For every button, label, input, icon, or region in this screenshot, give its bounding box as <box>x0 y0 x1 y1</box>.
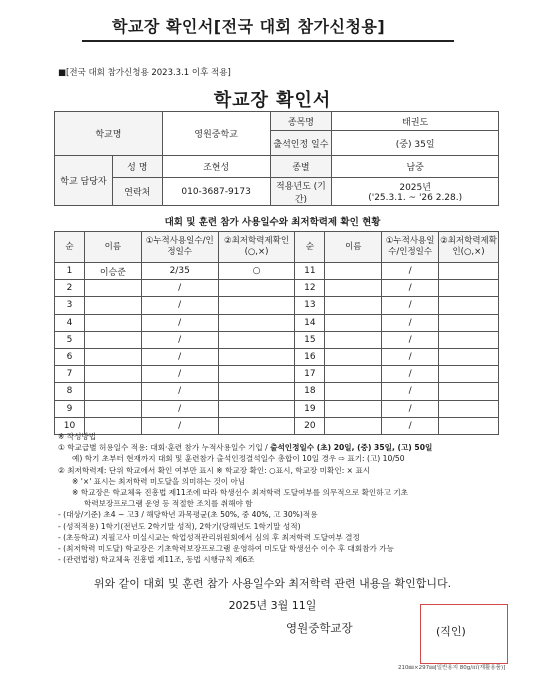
cell-no: 16 <box>295 348 325 365</box>
notes-heading: ※ 작성방법 <box>58 432 97 441</box>
cell-min <box>218 280 295 297</box>
cell-min <box>218 331 295 348</box>
cell-name <box>325 263 382 280</box>
table-row <box>55 348 499 365</box>
info-table <box>54 111 499 206</box>
cell-name <box>325 331 382 348</box>
attend-label: 출석인정 일수 <box>270 131 332 156</box>
cell-min <box>218 348 295 365</box>
header-days: ①누적사용일수/인정일수 <box>141 232 218 263</box>
table-row <box>55 331 499 348</box>
cell-min: ○ <box>218 263 295 280</box>
note-1c: 예) 학기 초부터 현재까지 대회 및 훈련참가 출석인정결석일수 총합이 10일 경우 ⇨ 표기: (고) 10/50 <box>72 454 405 464</box>
name-label: 성 명 <box>112 156 162 178</box>
year-text: 2025년 <box>399 183 431 193</box>
cell-no: 18 <box>295 383 325 400</box>
cell-name <box>84 348 141 365</box>
cell-days: / <box>141 348 218 365</box>
cell-name <box>325 366 382 383</box>
cell-no: 5 <box>55 331 85 348</box>
cell-no: 12 <box>295 280 325 297</box>
cell-no: 15 <box>295 331 325 348</box>
cell-days: / <box>382 348 439 365</box>
contact-value: 010-3687-9173 <box>162 178 270 206</box>
cell-min <box>218 400 295 417</box>
cell-name <box>84 331 141 348</box>
cell-name <box>325 314 382 331</box>
note-1a: ① 학교급별 허용일수 적용: 대회·훈련 참가 누적사용일수 기입 / <box>58 443 271 453</box>
contact-label: 연락처 <box>112 178 162 206</box>
header-name: 이름 <box>84 232 141 263</box>
cell-name: 이승준 <box>84 263 141 280</box>
cell-min <box>218 297 295 314</box>
cell-no: 7 <box>55 366 85 383</box>
cell-days: / <box>382 331 439 348</box>
header-min: ②최저학력제확인(○,×) <box>439 232 499 263</box>
event-value: 태권도 <box>332 112 499 131</box>
table-row <box>55 297 499 314</box>
note-3: ※ '×' 표시는 최저학력 미도달을 의미하는 것이 아님 <box>72 476 246 486</box>
cell-days: / <box>141 366 218 383</box>
paper-spec: 210㎜×297㎜[일반용지 80g/㎡(재활용품)] <box>398 665 506 671</box>
note-4: ※ 학교장은 학교체육 진흥법 제11조에 따라 학생선수 최저학력 도달여부를 의무적으로 확인하고 기초 <box>72 488 408 498</box>
period-text: ('25.3.1. ~ '26 2.28.) <box>368 193 463 203</box>
header-min: ②최저학력제확인(○,×) <box>218 232 295 263</box>
table-row <box>55 280 499 297</box>
cell-no: 9 <box>55 400 85 417</box>
issue-date: 2025년 3월 11일 <box>228 599 317 612</box>
notice-text: ■[전국 대회 참가신청용 2023.3.1 이후 적용] <box>58 68 231 78</box>
cell-min <box>439 383 499 400</box>
cell-days: / <box>141 417 218 434</box>
note-4b: 학력보장프로그램 운영 등 적절한 조치를 취해야 함 <box>84 499 253 509</box>
cell-min <box>218 314 295 331</box>
cell-min <box>439 331 499 348</box>
cell-min <box>218 366 295 383</box>
year-value <box>332 178 499 206</box>
section-title: 대회 및 훈련 참가 사용일수와 최저학력제 확인 현황 <box>164 217 381 228</box>
cell-days: / <box>141 383 218 400</box>
cell-min <box>439 297 499 314</box>
cell-days: / <box>141 400 218 417</box>
cell-days: / <box>141 297 218 314</box>
cell-days: / <box>382 297 439 314</box>
cell-no: 20 <box>295 417 325 434</box>
note-9: - (관련법령) 학교체육 진흥법 제11조, 동법 시행규칙 제6조 <box>58 555 255 565</box>
cell-days: 2/35 <box>141 263 218 280</box>
year-label: 적용년도 (기간) <box>270 178 332 206</box>
cell-name <box>325 400 382 417</box>
cell-days: / <box>382 400 439 417</box>
header-title: 학교장 확인서[전국 대회 참가신청용] <box>112 17 386 36</box>
event-label: 종목명 <box>270 112 332 131</box>
cell-no: 2 <box>55 280 85 297</box>
note-1b: 출석인정일수 (초) 20일, (중) 35일, (고) 50일 <box>270 443 433 453</box>
note-5: - (대상/기준) 초4 ~ 고3 / 해당학년 과목평균(초 50%, 중 40%, 고 30%)적용 <box>58 510 318 520</box>
header-no: 순 <box>55 232 85 263</box>
table-row <box>55 400 499 417</box>
grid-body <box>55 263 499 435</box>
cell-min <box>218 383 295 400</box>
header-no: 순 <box>295 232 325 263</box>
cell-name <box>325 280 382 297</box>
cell-name <box>325 383 382 400</box>
cell-days: / <box>141 331 218 348</box>
confirmation-text: 위와 같이 대회 및 훈련 참가 사용일수와 최저학력 관련 내용을 확인합니다. <box>93 577 452 590</box>
cell-min <box>439 314 499 331</box>
table-row <box>55 366 499 383</box>
cell-name <box>84 383 141 400</box>
note-6: - (성적적용) 1학기(전년도 2학기말 성적), 2학기(당해년도 1학기말 성적) <box>58 521 301 531</box>
cell-days: / <box>382 383 439 400</box>
cell-no: 13 <box>295 297 325 314</box>
document-title: 학교장 확인서 <box>213 90 332 111</box>
note-2: ② 최저학력제: 단위 학교에서 확인 여부만 표시 ※ 학교장 확인: ○표시, 학교장 미확인: × 표시 <box>58 465 371 475</box>
cell-name <box>325 297 382 314</box>
header-name: 이름 <box>325 232 382 263</box>
cell-no: 8 <box>55 383 85 400</box>
cell-no: 3 <box>55 297 85 314</box>
status-grid <box>54 231 499 435</box>
cell-name <box>84 297 141 314</box>
header-rule <box>82 40 454 42</box>
cell-days: / <box>382 417 439 434</box>
cell-no: 1 <box>55 263 85 280</box>
cell-no: 10 <box>55 417 85 434</box>
table-row <box>55 263 499 280</box>
school-name: 영원중학교 <box>162 112 270 156</box>
cell-name <box>84 366 141 383</box>
cell-min <box>439 400 499 417</box>
cell-no: 11 <box>295 263 325 280</box>
cell-min <box>439 280 499 297</box>
cell-no: 6 <box>55 348 85 365</box>
note-1 <box>58 442 520 453</box>
cell-name <box>84 400 141 417</box>
notes-block <box>58 431 520 565</box>
cell-min <box>439 263 499 280</box>
sport-value: 남중 <box>332 156 499 178</box>
note-7: - (초등학교) 지필고사 미실시교는 학업성적관리위원회에서 심의 후 최저학력 도달여부 결정 <box>58 532 360 542</box>
sport-label: 종별 <box>270 156 332 178</box>
principal-name: 영원중학교장 <box>286 621 353 635</box>
cell-days: / <box>141 280 218 297</box>
cell-min <box>439 348 499 365</box>
seal-text: (직인) <box>436 625 466 638</box>
cell-days: / <box>382 280 439 297</box>
name-value: 조현성 <box>162 156 270 178</box>
cell-no: 19 <box>295 400 325 417</box>
cell-name <box>84 280 141 297</box>
cell-days: / <box>382 366 439 383</box>
table-row <box>55 314 499 331</box>
note-8: - (최저학력 미도달) 학교장은 기초학력보장프로그램 운영하여 미도달 학생선수 이수 후 대회참가 가능 <box>58 544 394 554</box>
cell-min <box>439 366 499 383</box>
table-row <box>55 383 499 400</box>
cell-days: / <box>382 263 439 280</box>
header-days: ①누적사용일수/인정일수 <box>382 232 439 263</box>
staff-label: 학교 담당자 <box>55 156 113 206</box>
cell-days: / <box>141 314 218 331</box>
cell-no: 14 <box>295 314 325 331</box>
school-label: 학교명 <box>55 112 163 156</box>
cell-no: 4 <box>55 314 85 331</box>
cell-no: 17 <box>295 366 325 383</box>
cell-name <box>325 348 382 365</box>
cell-name <box>84 314 141 331</box>
cell-days: / <box>382 314 439 331</box>
attend-value: (중) 35일 <box>332 131 499 156</box>
